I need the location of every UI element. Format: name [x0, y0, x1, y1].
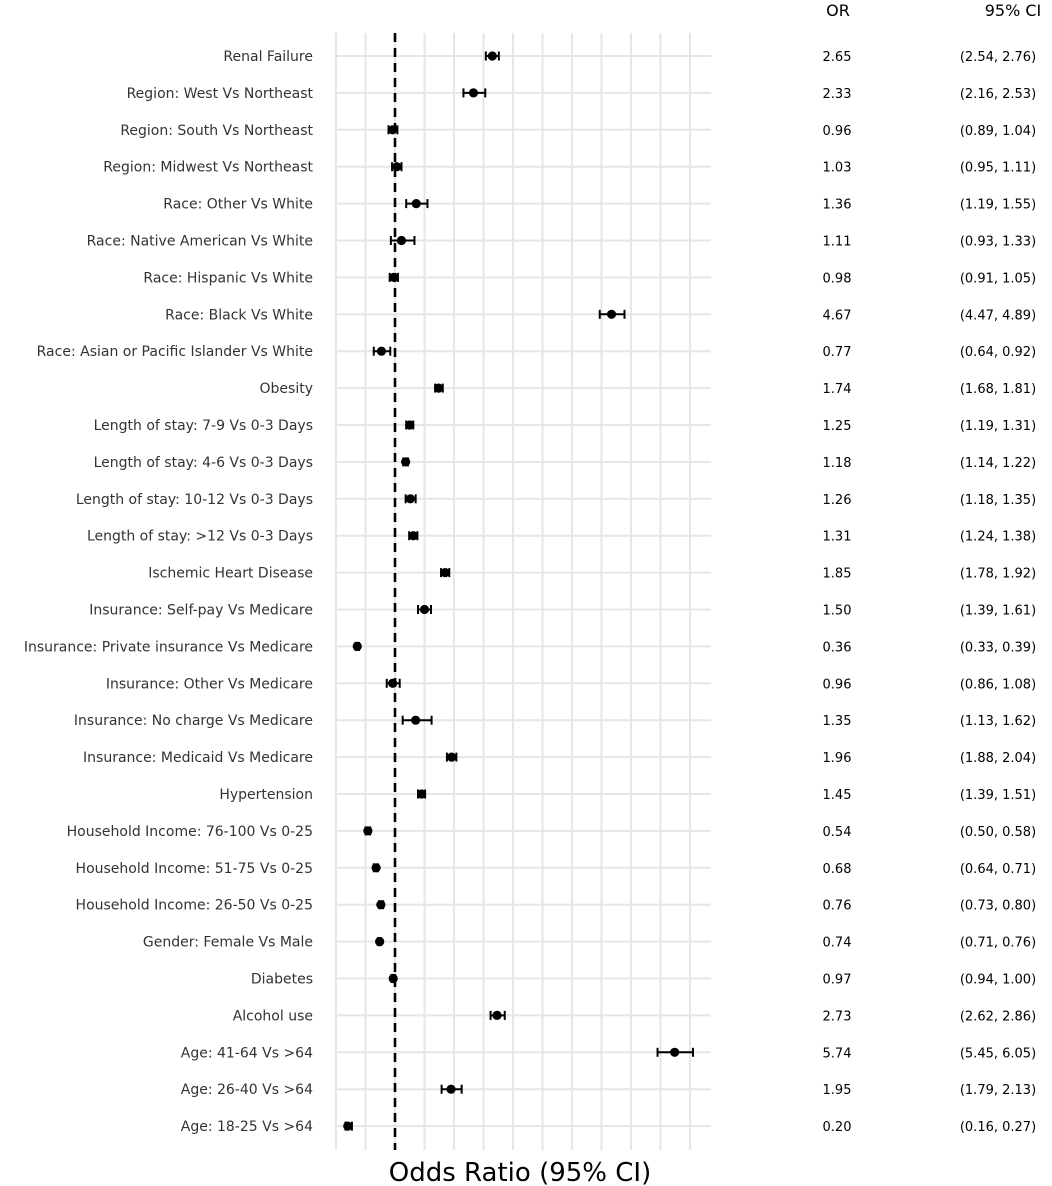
ci-value: (0.95, 1.11): [959, 160, 1037, 176]
odds-ratio-point: [420, 605, 429, 614]
odds-ratio-point: [412, 199, 421, 208]
or-value: 0.54: [822, 824, 852, 840]
row-label: Region: West Vs Northeast: [126, 85, 313, 102]
odds-ratio-point: [492, 1011, 501, 1020]
odds-ratio-point: [670, 1048, 679, 1057]
ci-value: (5.45, 6.05): [959, 1046, 1037, 1062]
odds-ratio-point: [353, 642, 362, 651]
odds-ratio-point: [372, 863, 381, 872]
row-label: Age: 41-64 Vs >64: [180, 1045, 313, 1062]
odds-ratio-point: [409, 531, 418, 540]
row-label: Obesity: [259, 381, 313, 398]
or-value: 1.85: [822, 566, 852, 582]
ci-value: (1.79, 2.13): [959, 1083, 1037, 1099]
odds-ratio-point: [388, 125, 397, 134]
row-label: Age: 18-25 Vs >64: [180, 1119, 313, 1136]
row-label: Gender: Female Vs Male: [142, 934, 313, 951]
or-value: 1.36: [822, 197, 852, 213]
row-label: Length of stay: 7-9 Vs 0-3 Days: [93, 418, 313, 434]
or-value: 5.74: [822, 1046, 852, 1062]
ci-value: (0.16, 0.27): [959, 1120, 1037, 1136]
odds-ratio-point: [441, 568, 450, 577]
or-value: 0.76: [822, 898, 852, 914]
or-value: 0.97: [822, 972, 852, 988]
or-value: 0.98: [822, 271, 852, 287]
ci-value: (2.62, 2.86): [959, 1009, 1037, 1025]
odds-ratio-point: [375, 937, 384, 946]
ci-value: (0.86, 1.08): [959, 677, 1037, 693]
ci-value: (1.19, 1.55): [959, 197, 1037, 213]
or-value: 1.74: [822, 382, 852, 398]
odds-ratio-point: [397, 236, 406, 245]
estimate-table: [823, 50, 1037, 1135]
odds-ratio-point: [401, 457, 410, 466]
or-column-header: OR: [826, 1, 850, 20]
row-label: Race: Asian or Pacific Islander Vs White: [36, 344, 313, 361]
odds-ratio-point: [389, 273, 398, 282]
or-value: 0.36: [822, 640, 852, 656]
ci-value: (1.13, 1.62): [959, 714, 1037, 730]
row-label: Region: Midwest Vs Northeast: [103, 159, 313, 176]
or-value: 2.73: [822, 1009, 852, 1025]
ci-value: (2.16, 2.53): [959, 86, 1037, 102]
or-value: 1.96: [822, 751, 852, 767]
or-value: 0.68: [822, 861, 852, 877]
row-labels: [24, 49, 314, 1135]
odds-ratio-point: [376, 900, 385, 909]
or-value: 0.96: [822, 123, 852, 139]
ci-value: (0.89, 1.04): [959, 123, 1037, 139]
ci-value: (0.64, 0.92): [959, 345, 1037, 361]
or-value: 1.18: [822, 455, 852, 471]
odds-ratio-point: [411, 716, 420, 725]
ci-value: (1.78, 1.92): [959, 566, 1037, 582]
or-value: 0.96: [822, 677, 852, 693]
odds-ratio-point: [405, 420, 414, 429]
or-value: 0.20: [822, 1120, 852, 1136]
or-value: 1.95: [822, 1083, 852, 1099]
or-value: 1.25: [822, 419, 852, 434]
odds-ratio-point: [446, 1085, 455, 1094]
row-label: Ischemic Heart Disease: [148, 565, 313, 582]
row-label: Age: 26-40 Vs >64: [180, 1082, 313, 1099]
x-axis-title: Odds Ratio (95% CI): [388, 1158, 652, 1186]
ci-value: (1.24, 1.38): [959, 529, 1037, 545]
odds-ratio-point: [469, 88, 478, 97]
ci-value: (1.19, 1.31): [959, 419, 1037, 434]
ci-value: (1.39, 1.51): [959, 788, 1037, 803]
row-label: Insurance: Self-pay Vs Medicare: [89, 602, 313, 619]
row-label: Length of stay: 10-12 Vs 0-3 Days: [75, 491, 313, 508]
odds-ratio-point: [447, 753, 456, 762]
ci-value: (2.54, 2.76): [959, 50, 1037, 65]
ci-value: (0.71, 0.76): [959, 935, 1037, 951]
row-label: Household Income: 26-50 Vs 0-25: [75, 897, 313, 914]
ci-value: (0.64, 0.71): [959, 861, 1037, 877]
odds-ratio-point: [392, 162, 401, 171]
odds-ratio-point: [363, 826, 372, 835]
or-value: 4.67: [822, 308, 852, 324]
odds-ratio-point: [607, 310, 616, 319]
ci-value: (1.18, 1.35): [959, 492, 1037, 508]
or-value: 1.31: [822, 529, 852, 545]
row-label: Household Income: 76-100 Vs 0-25: [66, 823, 313, 840]
row-label: Insurance: Private insurance Vs Medicare: [23, 639, 313, 656]
row-label: Length of stay: 4-6 Vs 0-3 Days: [93, 454, 313, 471]
row-label: Alcohol use: [232, 1008, 313, 1025]
odds-ratio-point: [389, 974, 398, 983]
row-label: Race: Black Vs White: [165, 307, 313, 324]
row-label: Insurance: Medicaid Vs Medicare: [83, 750, 313, 767]
odds-ratio-point: [488, 51, 497, 60]
row-label: Race: Other Vs White: [163, 196, 313, 213]
ci-column-header: 95% CI: [984, 1, 1042, 20]
ci-value: (0.93, 1.33): [959, 234, 1037, 250]
odds-ratio-point: [406, 494, 415, 503]
odds-ratio-point: [434, 384, 443, 393]
odds-ratio-point: [417, 789, 426, 798]
odds-ratio-point: [343, 1122, 352, 1131]
or-value: 0.74: [822, 935, 852, 951]
odds-ratio-point: [377, 347, 386, 356]
row-label: Region: South Vs Northeast: [120, 122, 313, 139]
or-value: 0.77: [822, 345, 852, 361]
or-value: 1.03: [822, 160, 852, 176]
ci-value: (0.50, 0.58): [959, 824, 1037, 840]
row-label: Race: Hispanic Vs White: [143, 270, 313, 287]
row-label: Diabetes: [250, 971, 313, 988]
row-label: Household Income: 51-75 Vs 0-25: [75, 860, 313, 877]
row-label: Insurance: Other Vs Medicare: [105, 676, 313, 693]
or-value: 1.26: [822, 492, 852, 508]
ci-value: (0.91, 1.05): [959, 271, 1037, 287]
or-value: 2.33: [822, 86, 852, 102]
or-value: 1.11: [822, 234, 852, 250]
odds-ratio-point: [388, 679, 397, 688]
row-label: Hypertension: [219, 787, 313, 803]
row-label: Length of stay: >12 Vs 0-3 Days: [86, 528, 313, 545]
ci-value: (0.73, 0.80): [959, 898, 1037, 914]
ci-value: (4.47, 4.89): [959, 308, 1037, 324]
row-label: Insurance: No charge Vs Medicare: [73, 713, 313, 730]
or-value: 2.65: [822, 50, 852, 65]
ci-value: (0.94, 1.00): [959, 972, 1037, 988]
row-label: Renal Failure: [223, 49, 313, 65]
row-label: Race: Native American Vs White: [86, 233, 313, 250]
ci-value: (1.68, 1.81): [959, 382, 1037, 398]
ci-value: (1.39, 1.61): [959, 603, 1037, 619]
or-value: 1.35: [822, 714, 852, 730]
ci-value: (1.14, 1.22): [959, 455, 1037, 471]
or-value: 1.45: [822, 788, 852, 803]
or-value: 1.50: [822, 603, 852, 619]
ci-value: (0.33, 0.39): [959, 640, 1037, 656]
ci-value: (1.88, 2.04): [959, 751, 1037, 767]
